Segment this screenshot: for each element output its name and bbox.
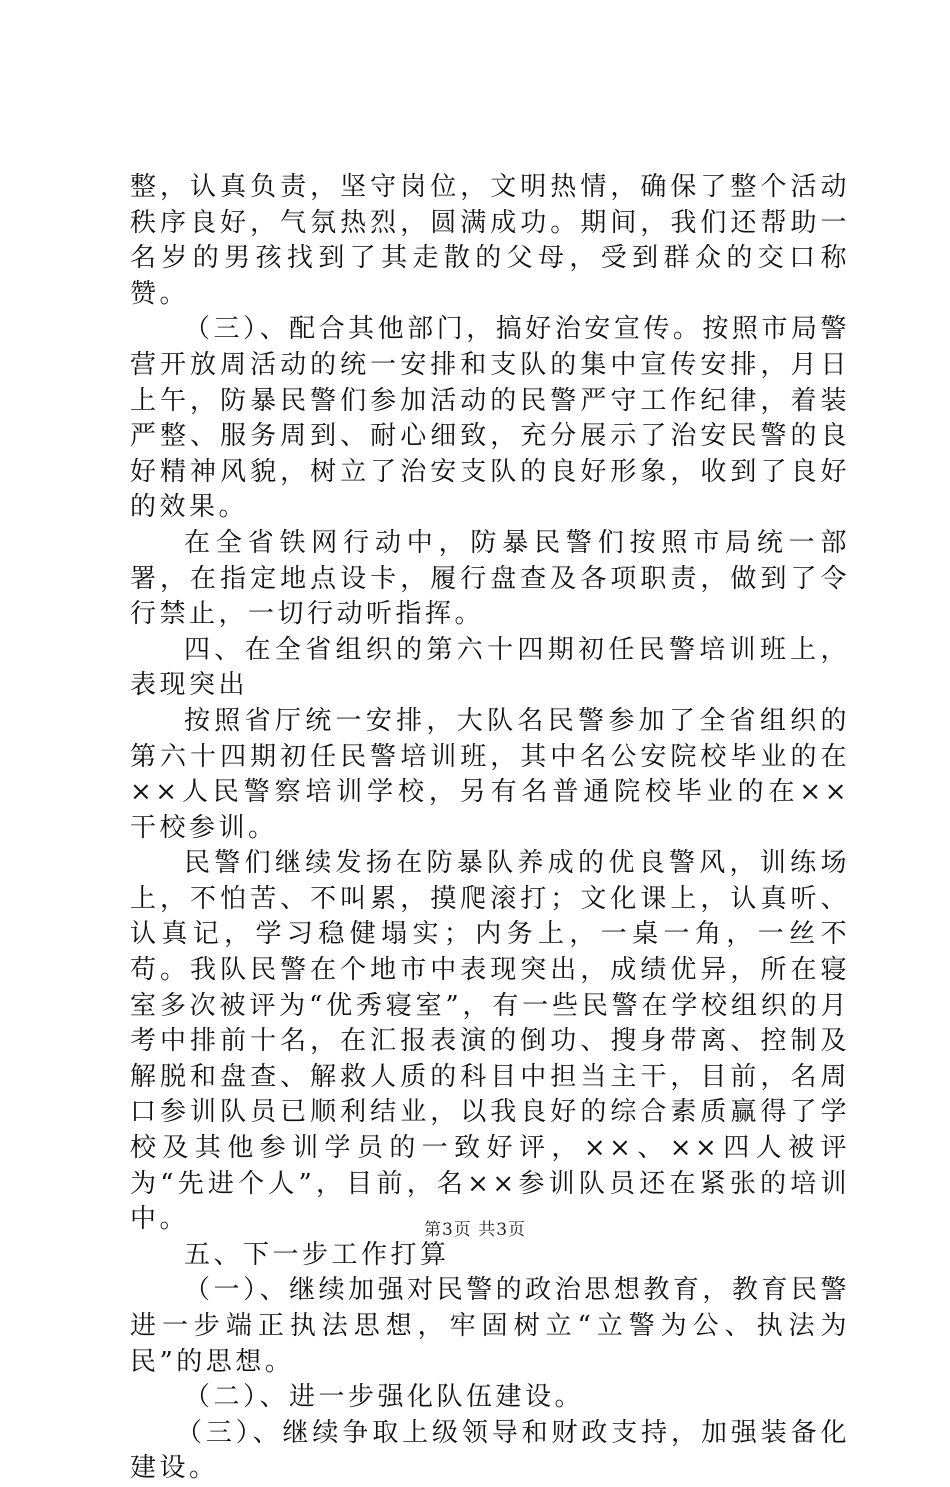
section-heading-5: 五、下一步工作打算 (184, 1239, 450, 1270)
paragraph-6: 民警们继续发扬在防暴队养成的优良警风，训练场上，不怕苦、不叫累，摸爬滚打；文化课上，认真听、认真记，学习稳健塌实；内务上，一桌一角，一丝不苟。我队民警在个地市中表现突出，成绩优异，所在寝室多次被评为“优秀寝室”，有一些民警在学校组织的月考中排前十名，在汇报表演的倒功、搜身带离、控制及解脱和盘查、解救人质的科目中担当主干，目前，名周口参训队员已顺利结业，以我良好的综合素质赢得了学校及其他参训学员的一致好评，××、××四人被评为“先进个人”，目前，名××参训队员还在紧张的培训中。 (130, 848, 850, 1235)
paragraph-1: 整，认真负责，坚守岗位，文明热情，确保了整个活动秩序良好，气氛热烈，圆满成功。期间，我们还帮助一名岁的男孩找到了其走散的父母，受到群众的交口称赞。 (130, 172, 850, 309)
page-footer: 第3页 共3页 (423, 1220, 527, 1240)
paragraph-5: 按照省厅统一安排，大队名民警参加了全省组织的第六十四期初任民警培训班，其中名公安院校毕业的在××人民警察培训学校，另有名普通院校毕业的在××干校参训。 (130, 705, 850, 843)
paragraph-10: （三）、继续争取上级领导和财政支持，加强装备化建设。 (130, 1417, 850, 1484)
paragraph-8: （一）、继续加强对民警的政治思想教育，教育民警进一步端正执法思想，牢固树立“立警为公、执法为民”的思想。 (130, 1275, 850, 1377)
paragraph-2: （三）、配合其他部门，搞好治安宣传。按照市局警营开放周活动的统一安排和支队的集中宣传安排，月日上午，防暴民警们参加活动的民警严守工作纪律，着装严整、服务周到、耐心细致，充分展示了治安民警的良好精神风貌，树立了治安支队的良好形象，收到了良好的效果。 (130, 314, 850, 523)
section-heading-4: 四、在全省组织的第六十四期初任民警培训班上，表现突出 (130, 634, 850, 701)
paragraph-9: （二）、进一步强化队伍建设。 (184, 1382, 585, 1413)
document-body (130, 170, 850, 1487)
paragraph-3: 在全省铁网行动中，防暴民警们按照市局统一部署，在指定地点设卡，履行盘查及各项职责，做到了令行禁止，一切行动听指挥。 (130, 527, 850, 630)
